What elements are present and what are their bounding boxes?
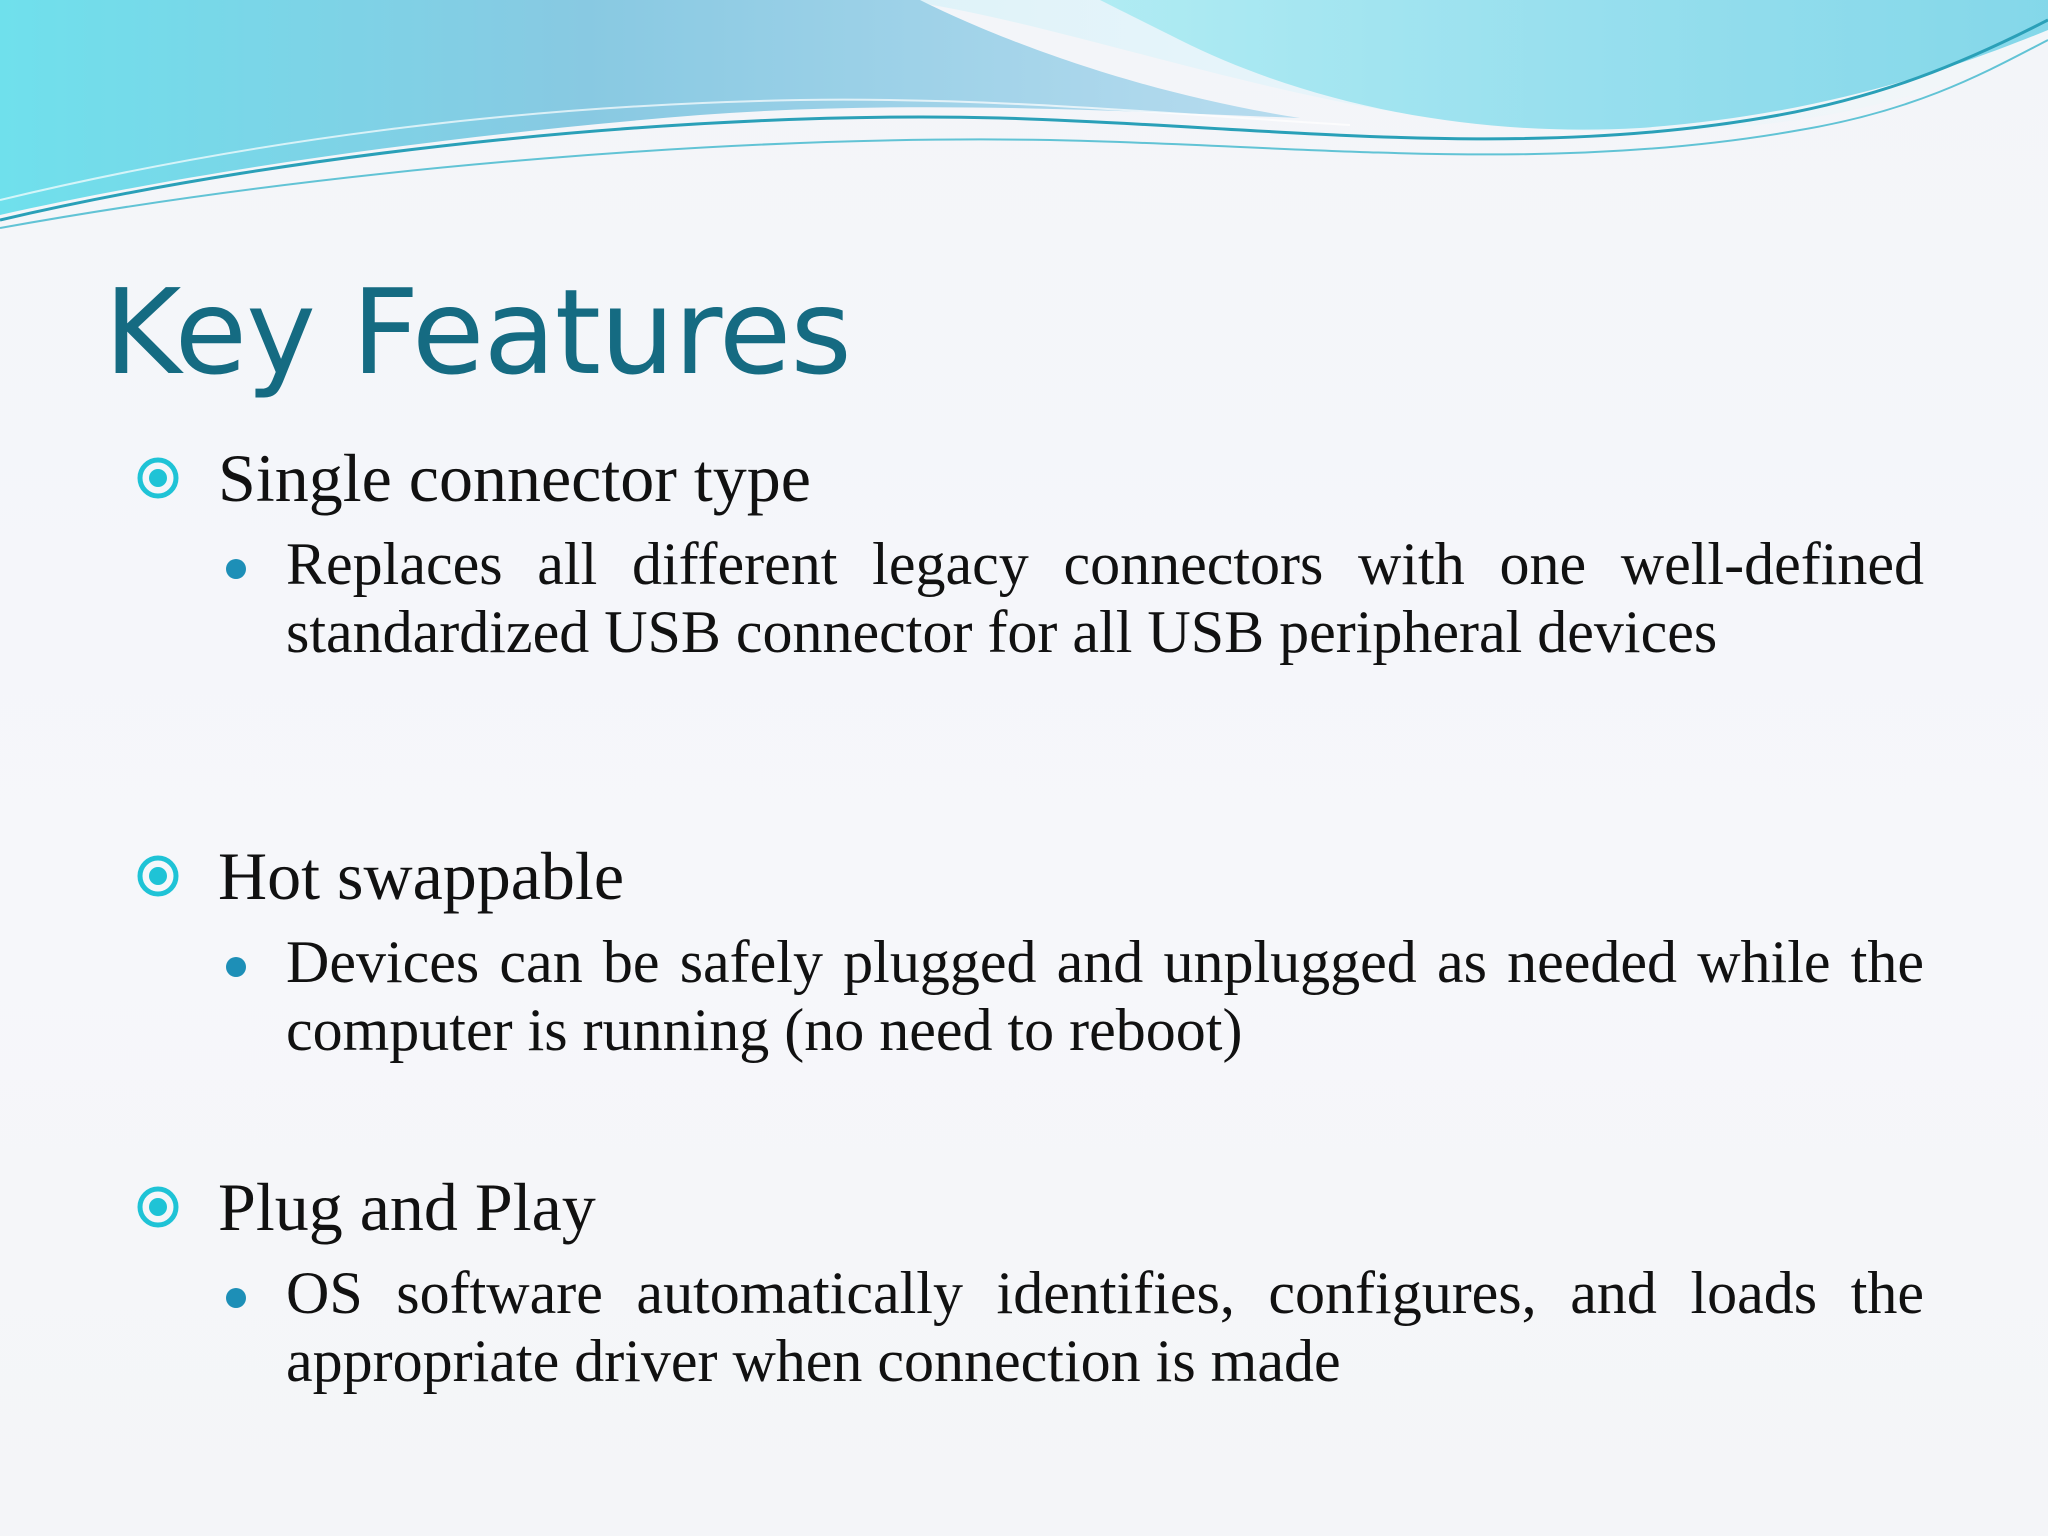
target-icon — [136, 456, 180, 500]
slide-title: Key Features — [104, 263, 851, 401]
feature-heading: Hot swappable — [218, 838, 625, 914]
target-icon — [136, 1185, 180, 1229]
feature-heading-row — [132, 438, 1932, 518]
feature-heading-row — [132, 1167, 1932, 1247]
target-icon — [136, 854, 180, 898]
feature-heading: Single connector type — [218, 440, 811, 516]
header-wave-decoration — [0, 0, 2048, 260]
dot-icon — [226, 559, 246, 579]
feature-detail: Devices can be safely plugged and unplugged as needed while the computer is running (no need to reboot) — [286, 929, 1924, 1063]
feature-heading: Plug and Play — [218, 1169, 596, 1245]
feature-detail: Replaces all different legacy connectors with one well-defined standardized USB connector for all USB peripheral devices — [286, 531, 1924, 665]
dot-icon — [226, 1288, 246, 1308]
feature-heading-row — [132, 836, 1932, 916]
feature-detail: OS software automatically identifies, configures, and loads the appropriate driver when connection is made — [286, 1260, 1924, 1394]
dot-icon — [226, 957, 246, 977]
